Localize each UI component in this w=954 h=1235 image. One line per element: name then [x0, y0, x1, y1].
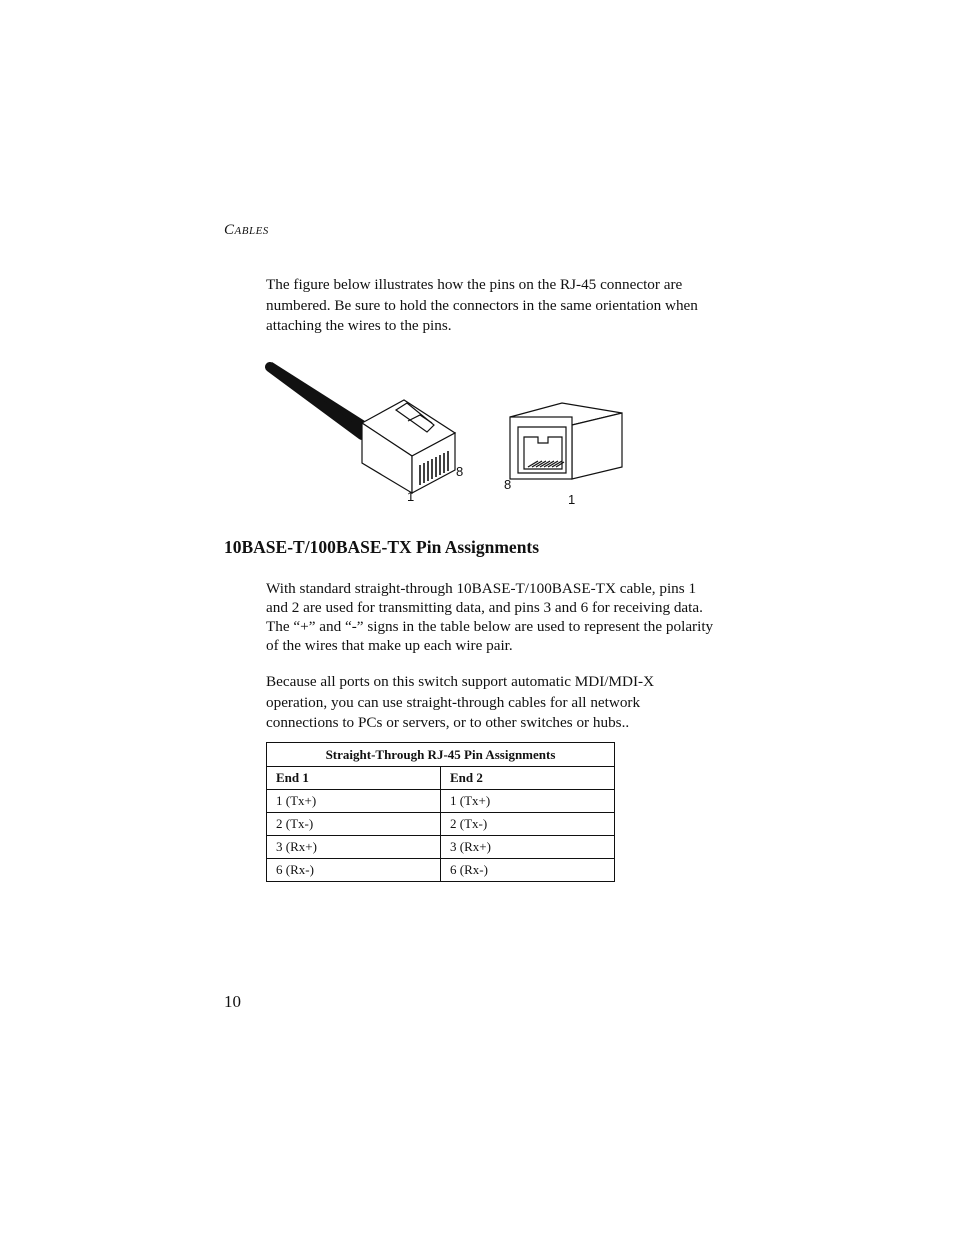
- table-row: [267, 836, 615, 859]
- table-header-row: [267, 767, 615, 790]
- jack-pin-8-label: 8: [504, 477, 512, 492]
- table-cell: 3 (Rx+): [441, 836, 615, 859]
- table-caption: Straight-Through RJ-45 Pin Assignments: [267, 743, 615, 767]
- plug-pin-1-label: 1: [407, 489, 415, 504]
- table-cell: 6 (Rx-): [267, 859, 441, 882]
- table-row: [267, 813, 615, 836]
- rj45-jack-illustration: [510, 403, 622, 479]
- rj45-plug-illustration: [362, 400, 455, 493]
- table-cell: 1 (Tx+): [267, 790, 441, 813]
- table-row: [267, 790, 615, 813]
- section-heading: 10BASE-T/100BASE-TX Pin Assignments: [224, 537, 540, 557]
- body-paragraph-2: Because all ports on this switch support automatic MDI/MDI-X operation, you can use straight-through cables for all network connections to PCs or servers, or to other switches or hubs..: [266, 673, 655, 731]
- table-cell: 1 (Tx+): [441, 790, 615, 813]
- intro-paragraph: The figure below illustrates how the pins on the RJ-45 connector are numbered. Be sure to hold the connectors in the same orientation when attaching the wires to the pins.: [266, 276, 698, 334]
- column-header-end2: End 2: [441, 767, 615, 790]
- column-header-end1: End 1: [267, 767, 441, 790]
- body-paragraph-1: With standard straight-through 10BASE-T/100BASE-TX cable, pins 1 and 2 are used for transmitting data, and pins 3 and 6 for receiving data. The “+” and “-” signs in the table below are used to represent the polarity of the wires that make up each wire pair.: [266, 580, 714, 654]
- running-head-rest: ABLES: [234, 225, 269, 237]
- table-caption-row: [267, 743, 615, 767]
- cable-illustration: [270, 362, 370, 440]
- pin-assignment-table: [266, 742, 615, 882]
- running-head-cap: C: [224, 222, 235, 238]
- table-cell: 2 (Tx-): [441, 813, 615, 836]
- table-cell: 3 (Rx+): [267, 836, 441, 859]
- rj45-pin-figure: [262, 355, 642, 515]
- jack-pin-1-label: 1: [568, 492, 576, 507]
- plug-pin-8-label: 8: [456, 464, 464, 479]
- table-cell: 6 (Rx-): [441, 859, 615, 882]
- running-head: [224, 222, 269, 239]
- page-number: 10: [224, 992, 241, 1011]
- table-row: [267, 859, 615, 882]
- table-cell: 2 (Tx-): [267, 813, 441, 836]
